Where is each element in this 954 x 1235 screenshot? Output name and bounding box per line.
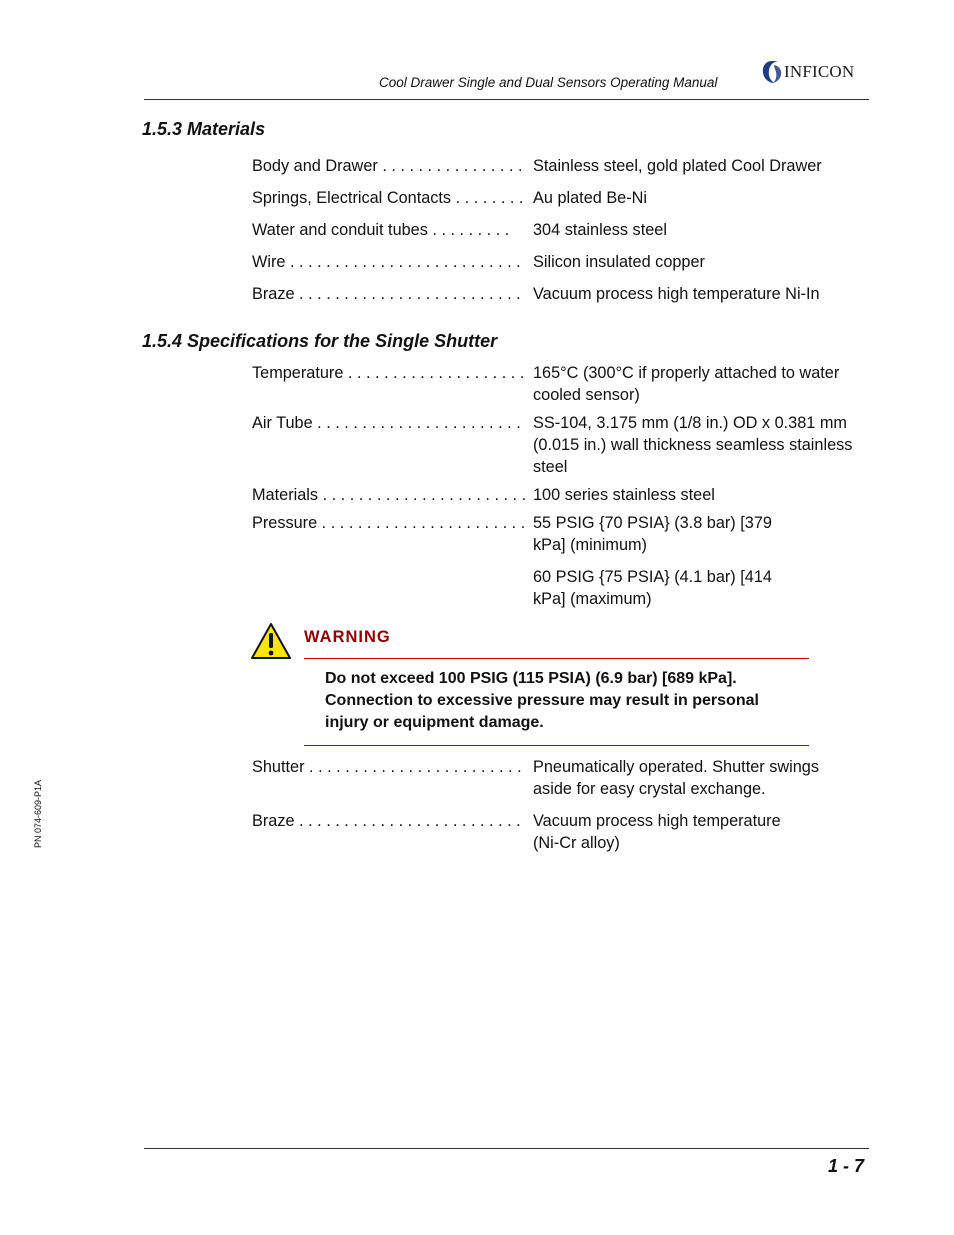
spec-label: Pressure . . . . . . . . . . . . . . . . . . . . . . . (252, 514, 526, 532)
spec-label: Materials . . . . . . . . . . . . . . . . . . . . . . . (252, 486, 527, 504)
warning-rule-bottom (304, 745, 809, 746)
warning-title: WARNING (304, 628, 391, 646)
logo-text: INFICON (784, 62, 855, 81)
inficon-logo-mark-icon (760, 59, 784, 85)
section-heading-materials: 1.5.3 Materials (142, 119, 266, 139)
spec-value: 165°C (300°C if properly attached to water cooled sensor) (533, 364, 840, 404)
spec-value: Au plated Be-Ni (533, 189, 648, 207)
spec-label: Wire . . . . . . . . . . . . . . . . . . . . . . . . . . (252, 253, 521, 271)
spec-label: Springs, Electrical Contacts . . . . . . . . (252, 189, 524, 207)
spec-value: Stainless steel, gold plated Cool Drawer (533, 157, 822, 175)
spec-value: SS-104, 3.175 mm (1/8 in.) OD x 0.381 mm (0.015 in.) wall thickness seamless stainless steel (533, 414, 853, 476)
page-number: 1 - 7 (828, 1156, 865, 1176)
spec-value: Vacuum process high temperature (Ni-Cr alloy) (533, 812, 781, 852)
spec-value: Silicon insulated copper (533, 253, 705, 271)
spec-value: Vacuum process high temperature Ni-In (533, 285, 820, 303)
warning-rule-top (304, 658, 809, 659)
part-number: PN 074-609-P1A (33, 779, 43, 848)
spec-label: Braze . . . . . . . . . . . . . . . . . . . . . . . . . (252, 812, 521, 830)
warning-text: Do not exceed 100 PSIG (115 PSIA) (6.9 bar) [689 kPa]. Connection to excessive pressure may result in personal injury or equipment damage. (325, 670, 759, 731)
spec-value: Pneumatically operated. Shutter swings aside for easy crystal exchange. (533, 758, 819, 798)
spec-value: 304 stainless steel (533, 221, 667, 239)
spec-value-min: 55 PSIG {70 PSIA} (3.8 bar) [379 kPa] (minimum) (533, 514, 772, 554)
spec-value: 100 series stainless steel (533, 486, 715, 504)
spec-value-max: 60 PSIG {75 PSIA} (4.1 bar) [414 kPa] (maximum) (533, 568, 772, 608)
spec-label: Water and conduit tubes . . . . . . . . . (252, 221, 510, 239)
warning-icon (250, 622, 292, 665)
section-heading-shutter-specs: 1.5.4 Specifications for the Single Shutter (142, 331, 498, 351)
spec-label: Shutter . . . . . . . . . . . . . . . . . . . . . . . . (252, 758, 522, 776)
spec-label: Braze . . . . . . . . . . . . . . . . . . . . . . . . . (252, 285, 521, 303)
spec-label: Air Tube . . . . . . . . . . . . . . . . . . . . . . . (252, 414, 521, 432)
spec-label: Temperature . . . . . . . . . . . . . . . . . . . . (252, 364, 525, 382)
inficon-logo (760, 58, 854, 86)
footer-rule (144, 1148, 869, 1149)
manual-title: Cool Drawer Single and Dual Sensors Operating Manual (379, 75, 718, 90)
spec-label: Body and Drawer . . . . . . . . . . . . . . . . (252, 157, 523, 175)
header-rule (144, 99, 869, 100)
